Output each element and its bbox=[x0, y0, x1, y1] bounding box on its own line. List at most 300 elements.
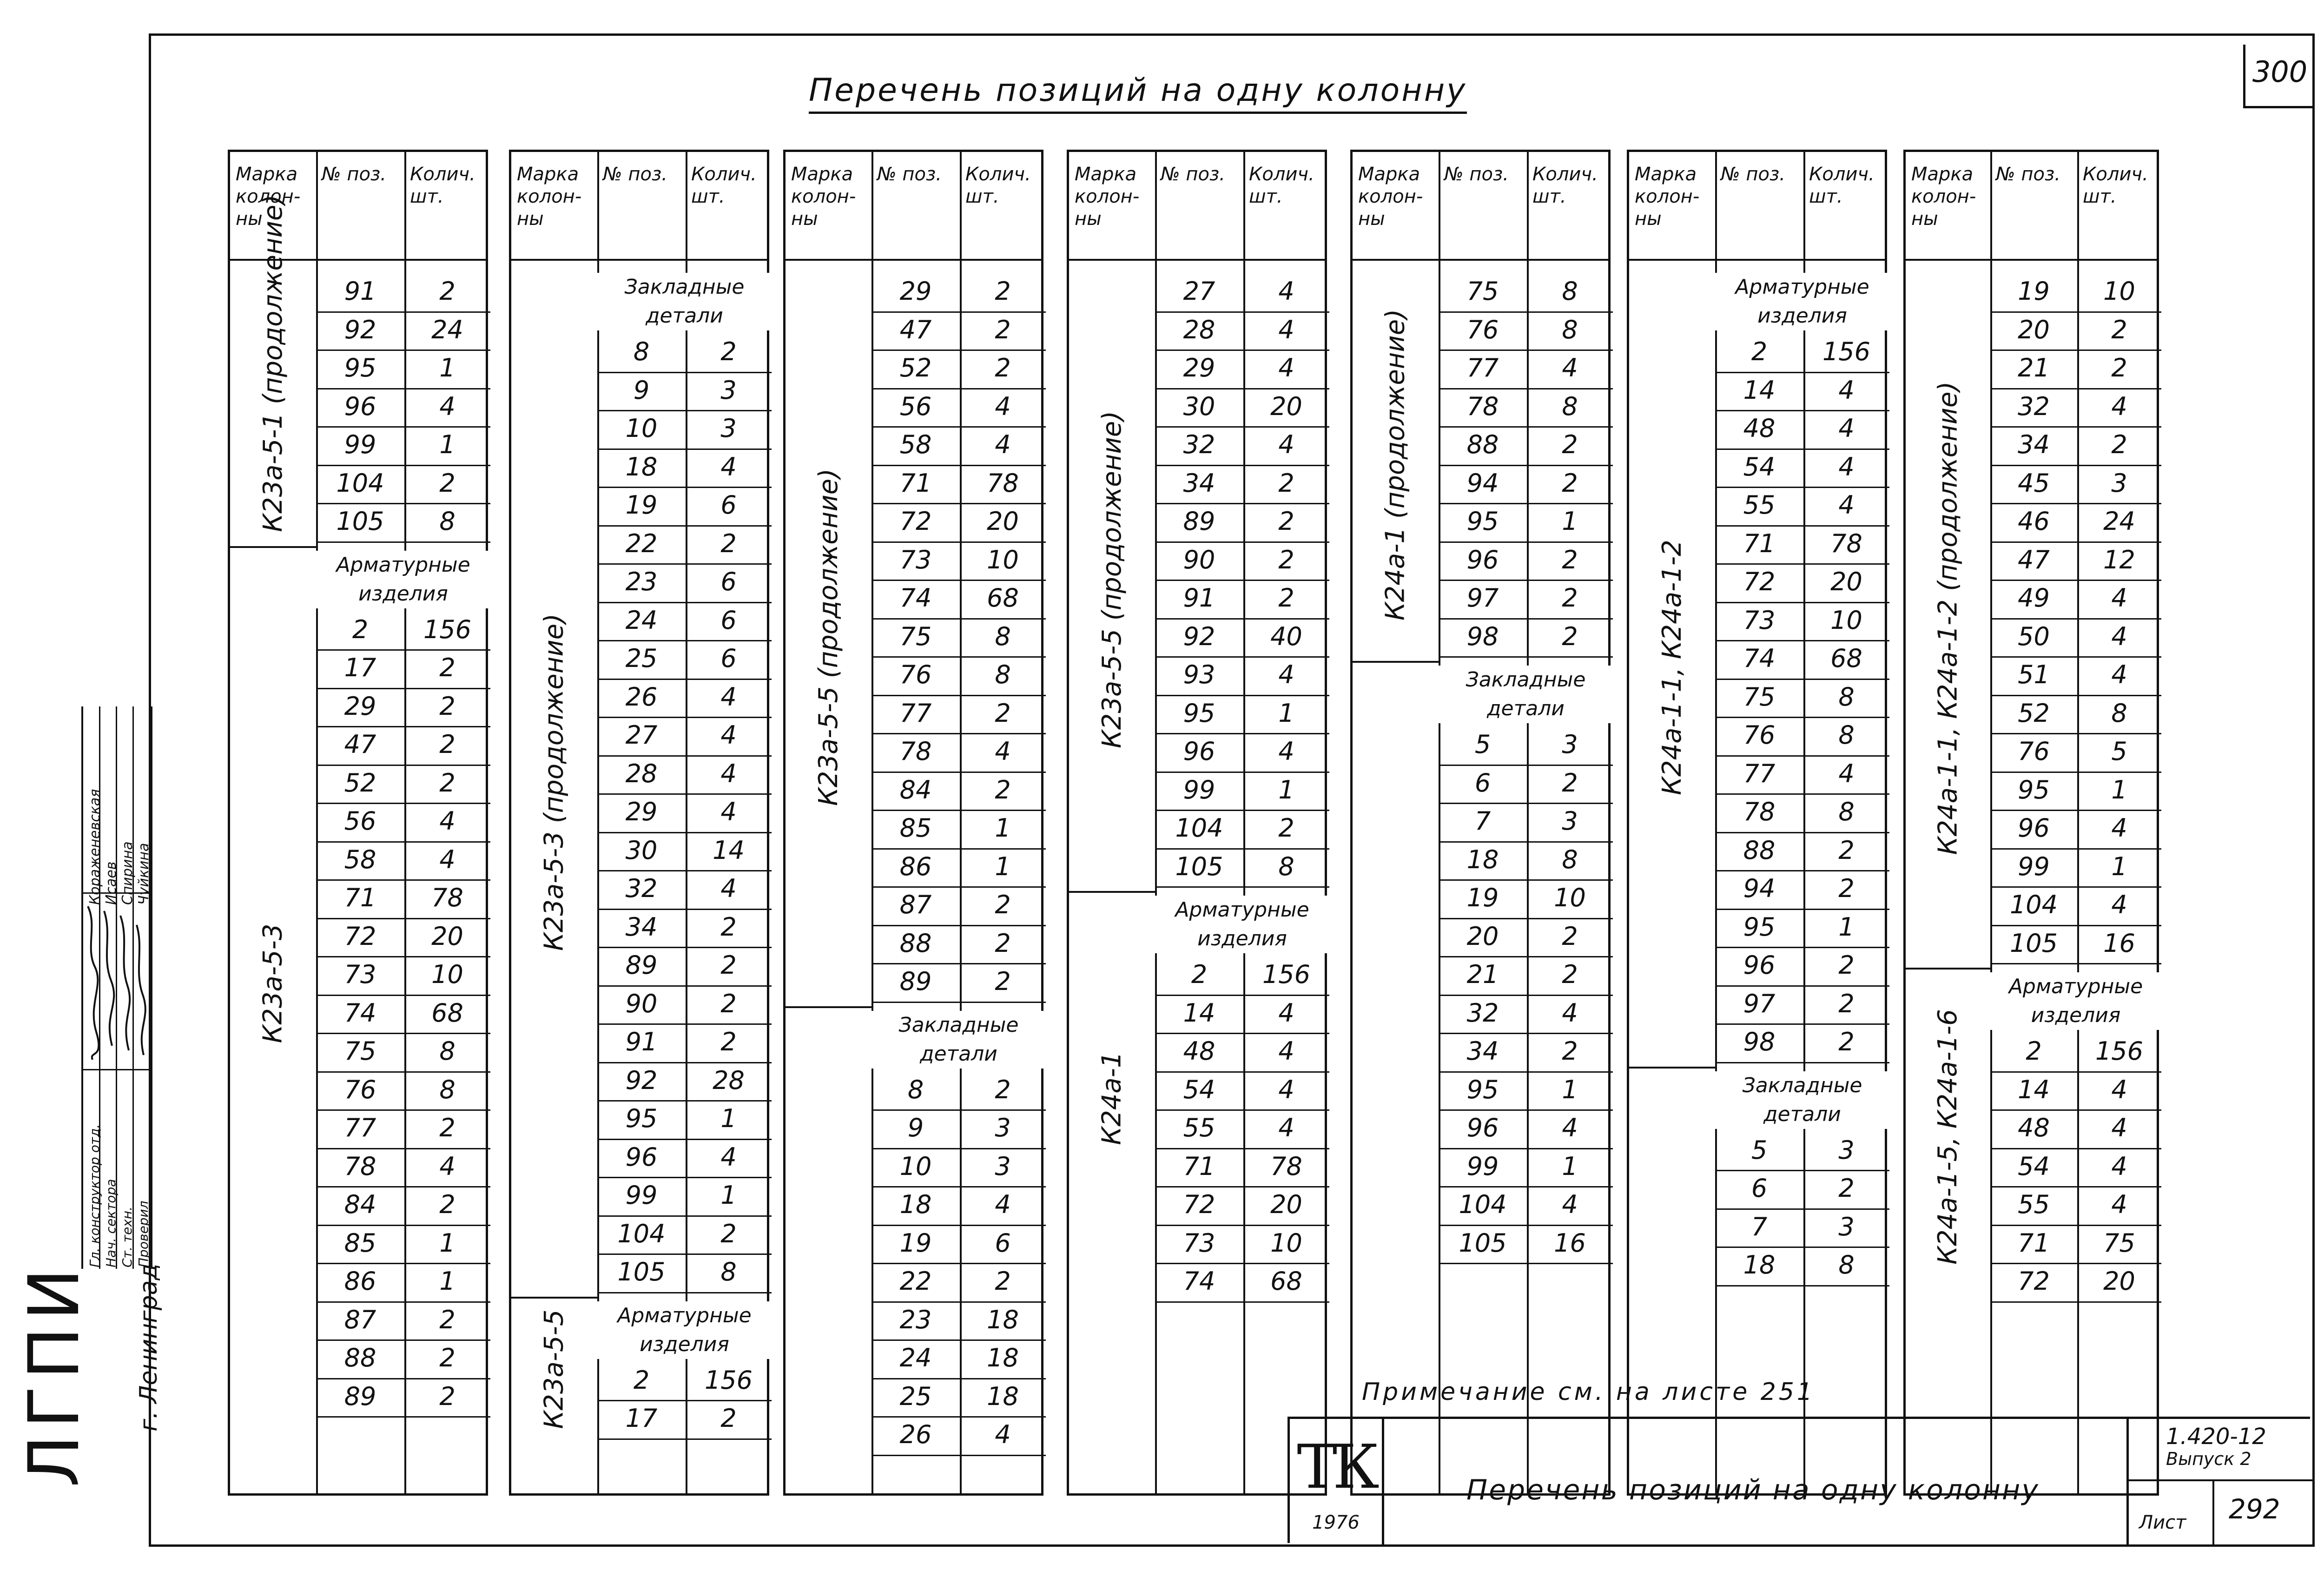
table-row bbox=[1990, 388, 2161, 428]
table-row bbox=[1155, 1071, 1329, 1111]
table-row bbox=[1439, 1071, 1613, 1111]
position-number: 78 bbox=[344, 1151, 376, 1181]
position-number: 76 bbox=[899, 660, 932, 689]
position-number: 95 bbox=[625, 1104, 658, 1133]
table-row bbox=[1155, 426, 1329, 466]
table-row bbox=[1715, 1170, 1889, 1210]
table-row bbox=[1715, 333, 1889, 373]
quantity: 68 bbox=[431, 998, 463, 1028]
quantity: 78 bbox=[1270, 1151, 1302, 1181]
table-row bbox=[316, 1263, 490, 1303]
quantity: 28 bbox=[713, 1065, 745, 1095]
table-row bbox=[1715, 602, 1889, 642]
table-row bbox=[1155, 273, 1329, 313]
position-number: 71 bbox=[1743, 528, 1776, 558]
position-number: 95 bbox=[1466, 1075, 1499, 1104]
quantity: 10 bbox=[431, 960, 463, 989]
position-number: 48 bbox=[2018, 1113, 2050, 1142]
position-number: 30 bbox=[1183, 391, 1215, 421]
table-row bbox=[1155, 541, 1329, 581]
table-row bbox=[1990, 541, 2161, 581]
quantity: 16 bbox=[2103, 928, 2135, 958]
table-row bbox=[1990, 925, 2161, 965]
table-row bbox=[872, 541, 1046, 581]
quantity: 1 bbox=[2111, 851, 2127, 881]
table-row bbox=[597, 985, 772, 1025]
quantity: 4 bbox=[720, 720, 737, 750]
position-number: 54 bbox=[1183, 1075, 1215, 1104]
position-number: 71 bbox=[344, 883, 376, 912]
quantity: 1 bbox=[1562, 1151, 1578, 1181]
quantity: 1 bbox=[1278, 698, 1294, 728]
table-row bbox=[1715, 717, 1889, 757]
position-number: 76 bbox=[1466, 315, 1499, 344]
table-row bbox=[316, 956, 490, 996]
quantity: 3 bbox=[995, 1113, 1011, 1142]
quantity: 4 bbox=[995, 737, 1011, 766]
position-number: 30 bbox=[625, 835, 658, 865]
position-number: 6 bbox=[1474, 768, 1491, 798]
quantity: 2 bbox=[720, 528, 737, 558]
position-number: 32 bbox=[1466, 998, 1499, 1028]
position-number: 88 bbox=[1466, 430, 1499, 459]
table-row bbox=[872, 350, 1046, 389]
table-row bbox=[1990, 503, 2161, 543]
position-number: 74 bbox=[1183, 1267, 1215, 1296]
table-row bbox=[597, 1139, 772, 1179]
position-number: 104 bbox=[336, 468, 384, 498]
position-number: 18 bbox=[1743, 1250, 1776, 1280]
table-row bbox=[316, 273, 490, 313]
table-row bbox=[1715, 1208, 1889, 1248]
table-row bbox=[316, 1071, 490, 1111]
quantity: 156 bbox=[423, 614, 472, 644]
table-row bbox=[1990, 1033, 2161, 1073]
position-number: 73 bbox=[344, 960, 376, 989]
table-row bbox=[316, 803, 490, 843]
quantity: 8 bbox=[1562, 277, 1578, 306]
position-number: 47 bbox=[344, 730, 376, 759]
column-header-marka: Марка колон- ны bbox=[236, 164, 301, 230]
position-number: 88 bbox=[1743, 835, 1776, 865]
position-number: 14 bbox=[2018, 1075, 2050, 1104]
table-row bbox=[316, 879, 490, 919]
position-number: 71 bbox=[2018, 1228, 2050, 1258]
position-number: 26 bbox=[625, 682, 658, 712]
position-number: 96 bbox=[344, 391, 376, 421]
quantity: 2 bbox=[720, 337, 737, 366]
position-number: 77 bbox=[899, 698, 932, 728]
position-number: 5 bbox=[1751, 1135, 1768, 1165]
table-row bbox=[872, 733, 1046, 773]
table-row bbox=[1439, 765, 1613, 805]
position-number: 91 bbox=[625, 1027, 658, 1056]
table-row bbox=[1439, 350, 1613, 389]
quantity: 4 bbox=[995, 1420, 1011, 1449]
section-subtitle: Арматурные изделия bbox=[1990, 972, 2161, 1030]
position-number: 99 bbox=[1183, 775, 1215, 805]
quantity: 2 bbox=[1838, 874, 1855, 903]
column-header-kol: Колич. шт. bbox=[965, 164, 1031, 207]
position-number: 77 bbox=[344, 1113, 376, 1142]
table-row bbox=[1990, 1263, 2161, 1303]
position-number: 55 bbox=[2018, 1190, 2050, 1219]
table-row bbox=[1155, 311, 1329, 351]
quantity: 2 bbox=[995, 353, 1011, 383]
table-row bbox=[1155, 695, 1329, 735]
position-number: 89 bbox=[344, 1381, 376, 1411]
quantity: 12 bbox=[2103, 545, 2135, 574]
quantity: 8 bbox=[1562, 844, 1578, 874]
table-row bbox=[872, 1071, 1046, 1111]
table-row bbox=[316, 388, 490, 428]
table-row bbox=[597, 679, 772, 719]
quantity: 4 bbox=[1278, 660, 1294, 689]
position-number: 56 bbox=[899, 391, 932, 421]
table-row bbox=[1715, 563, 1889, 603]
table-row bbox=[872, 963, 1046, 1003]
section-subtitle: Закладные детали bbox=[1715, 1071, 1889, 1129]
position-number: 72 bbox=[344, 921, 376, 951]
position-number: 105 bbox=[336, 507, 384, 536]
position-number: 50 bbox=[2018, 621, 2050, 651]
quantity: 4 bbox=[1838, 452, 1855, 482]
table-row bbox=[1155, 995, 1329, 1035]
position-number: 73 bbox=[1743, 605, 1776, 635]
table-row bbox=[1990, 311, 2161, 351]
table-row bbox=[1155, 810, 1329, 850]
table-row bbox=[597, 487, 772, 527]
quantity: 2 bbox=[995, 277, 1011, 306]
column-header-no: № поз. bbox=[1161, 164, 1225, 185]
quantity: 2 bbox=[1838, 1174, 1855, 1203]
table-row bbox=[597, 717, 772, 757]
quantity: 2 bbox=[439, 1381, 456, 1411]
quantity: 24 bbox=[2103, 507, 2135, 536]
table-row bbox=[1715, 947, 1889, 987]
stamp-series: 1.420-12 bbox=[2166, 1424, 2266, 1450]
quantity: 75 bbox=[2103, 1228, 2135, 1258]
position-number: 75 bbox=[1466, 277, 1499, 306]
table-row bbox=[597, 563, 772, 603]
position-number: 14 bbox=[1183, 998, 1215, 1028]
table-row bbox=[1715, 1132, 1889, 1172]
position-number: 17 bbox=[625, 1404, 658, 1433]
quantity: 2 bbox=[1838, 950, 1855, 980]
quantity: 2 bbox=[2111, 315, 2127, 344]
note-text: Примечание см. на листе 251 bbox=[1362, 1378, 1815, 1406]
position-number: 2 bbox=[2026, 1036, 2042, 1066]
position-number: 34 bbox=[1183, 468, 1215, 498]
table-row bbox=[1990, 810, 2161, 850]
table-row bbox=[1155, 956, 1329, 996]
table-row bbox=[1439, 726, 1613, 766]
position-number: 71 bbox=[1183, 1151, 1215, 1181]
table-row bbox=[316, 611, 490, 651]
table-row bbox=[872, 1301, 1046, 1341]
table-row bbox=[872, 388, 1046, 428]
quantity: 1 bbox=[720, 1181, 737, 1210]
position-number: 14 bbox=[1743, 375, 1776, 405]
quantity: 4 bbox=[2111, 890, 2127, 919]
position-table bbox=[1627, 150, 1887, 1496]
table-row bbox=[316, 503, 490, 543]
table-row bbox=[316, 918, 490, 958]
quantity: 1 bbox=[1562, 507, 1578, 536]
table-row bbox=[1990, 772, 2161, 811]
signature-grid bbox=[81, 706, 152, 1269]
position-number: 29 bbox=[344, 691, 376, 721]
quantity: 10 bbox=[2103, 277, 2135, 306]
position-number: 45 bbox=[2018, 468, 2050, 498]
quantity: 156 bbox=[704, 1365, 753, 1395]
position-number: 2 bbox=[1191, 960, 1208, 989]
stamp-logo-box bbox=[1290, 1419, 1384, 1544]
quantity: 4 bbox=[720, 874, 737, 903]
table-row bbox=[597, 372, 772, 412]
quantity: 3 bbox=[2111, 468, 2127, 498]
person-name: Спирина bbox=[119, 841, 136, 905]
table-row bbox=[597, 947, 772, 987]
quantity: 2 bbox=[1278, 813, 1294, 843]
position-number: 21 bbox=[2018, 353, 2050, 383]
table-row bbox=[1715, 985, 1889, 1025]
table-row bbox=[1439, 918, 1613, 958]
column-header-kol: Колич. шт. bbox=[1249, 164, 1314, 207]
position-number: 25 bbox=[899, 1381, 932, 1411]
role-label: Проверил bbox=[136, 1201, 151, 1267]
table-row bbox=[1155, 580, 1329, 620]
column-header-kol: Колич. шт. bbox=[410, 164, 475, 207]
position-number: 10 bbox=[899, 1151, 932, 1181]
stamp-logo: ТК bbox=[1297, 1431, 1375, 1502]
quantity: 1 bbox=[439, 1228, 456, 1258]
position-number: 22 bbox=[899, 1267, 932, 1296]
quantity: 4 bbox=[439, 844, 456, 874]
sheet-number-box bbox=[2243, 45, 2314, 108]
position-number: 58 bbox=[344, 844, 376, 874]
position-number: 6 bbox=[1751, 1174, 1768, 1203]
position-table bbox=[1903, 150, 2159, 1496]
column-mark-label: К24а-1-5, К24а-1-6 bbox=[1933, 1009, 1963, 1265]
column-mark-label: К23а-5-3 (продолжение) bbox=[539, 613, 569, 951]
table-row bbox=[316, 1186, 490, 1226]
position-number: 94 bbox=[1743, 874, 1776, 903]
table-row bbox=[1439, 273, 1613, 313]
table-row bbox=[1155, 465, 1329, 505]
quantity: 2 bbox=[1562, 468, 1578, 498]
position-number: 18 bbox=[1466, 844, 1499, 874]
position-number: 105 bbox=[1459, 1228, 1507, 1258]
position-number: 32 bbox=[625, 874, 658, 903]
position-number: 88 bbox=[344, 1343, 376, 1372]
table-row bbox=[1439, 426, 1613, 466]
quantity: 4 bbox=[1278, 737, 1294, 766]
position-number: 29 bbox=[625, 797, 658, 826]
table-row bbox=[872, 311, 1046, 351]
quantity: 18 bbox=[987, 1305, 1019, 1334]
position-table bbox=[783, 150, 1043, 1496]
position-number: 23 bbox=[899, 1305, 932, 1334]
quantity: 18 bbox=[987, 1381, 1019, 1411]
stamp-year: 1976 bbox=[1312, 1512, 1360, 1533]
position-number: 74 bbox=[344, 998, 376, 1028]
quantity: 16 bbox=[1554, 1228, 1586, 1258]
quantity: 2 bbox=[439, 277, 456, 306]
quantity: 4 bbox=[720, 759, 737, 788]
table-row bbox=[1990, 695, 2161, 735]
quantity: 4 bbox=[2111, 1151, 2127, 1181]
quantity: 10 bbox=[1554, 883, 1586, 912]
position-number: 72 bbox=[1183, 1190, 1215, 1219]
quantity: 3 bbox=[995, 1151, 1011, 1181]
table-row bbox=[597, 640, 772, 680]
position-number: 92 bbox=[1183, 621, 1215, 651]
section-subtitle: Арматурные изделия bbox=[1715, 273, 1889, 330]
column-mark-label: К24а-1 (продолжение) bbox=[1380, 309, 1411, 620]
quantity: 4 bbox=[1278, 1075, 1294, 1104]
position-number: 91 bbox=[344, 277, 376, 306]
table-row bbox=[597, 1177, 772, 1217]
table-row bbox=[1715, 1023, 1889, 1063]
section-subtitle: Арматурные изделия bbox=[316, 551, 490, 608]
table-row bbox=[1155, 656, 1329, 696]
quantity: 2 bbox=[995, 775, 1011, 805]
table-row bbox=[316, 688, 490, 728]
quantity: 8 bbox=[439, 1036, 456, 1066]
table-row bbox=[316, 1339, 490, 1379]
quantity: 8 bbox=[720, 1257, 737, 1286]
table-row bbox=[872, 580, 1046, 620]
quantity: 68 bbox=[987, 583, 1019, 613]
quantity: 4 bbox=[1838, 375, 1855, 405]
quantity: 4 bbox=[439, 1151, 456, 1181]
table-row bbox=[597, 449, 772, 488]
quantity: 156 bbox=[1262, 960, 1311, 989]
quantity: 1 bbox=[439, 430, 456, 459]
table-row bbox=[1155, 1225, 1329, 1265]
table-row bbox=[872, 695, 1046, 735]
position-number: 49 bbox=[2018, 583, 2050, 613]
table-row bbox=[1155, 733, 1329, 773]
quantity: 2 bbox=[439, 1343, 456, 1372]
quantity: 2 bbox=[1562, 583, 1578, 613]
position-number: 96 bbox=[1466, 545, 1499, 574]
table-row bbox=[316, 1109, 490, 1149]
quantity: 1 bbox=[1838, 912, 1855, 942]
quantity: 6 bbox=[720, 567, 737, 596]
quantity: 1 bbox=[1278, 775, 1294, 805]
table-row bbox=[1439, 1225, 1613, 1265]
table-row bbox=[1439, 1186, 1613, 1226]
quantity: 10 bbox=[987, 545, 1019, 574]
position-number: 48 bbox=[1743, 414, 1776, 443]
quantity: 4 bbox=[995, 1190, 1011, 1219]
table-row bbox=[1715, 449, 1889, 488]
table-row bbox=[316, 465, 490, 505]
position-number: 98 bbox=[1466, 621, 1499, 651]
quantity: 2 bbox=[439, 730, 456, 759]
quantity: 4 bbox=[2111, 813, 2127, 843]
table-row bbox=[1439, 618, 1613, 658]
quantity: 10 bbox=[1830, 605, 1862, 635]
quantity: 3 bbox=[1562, 730, 1578, 759]
quantity: 78 bbox=[1830, 528, 1862, 558]
position-number: 71 bbox=[899, 468, 932, 498]
position-number: 19 bbox=[1466, 883, 1499, 912]
quantity: 156 bbox=[1822, 337, 1871, 366]
table-row bbox=[872, 1148, 1046, 1188]
quantity: 68 bbox=[1270, 1267, 1302, 1296]
quantity: 40 bbox=[1270, 621, 1302, 651]
position-number: 5 bbox=[1474, 730, 1491, 759]
position-number: 99 bbox=[344, 430, 376, 459]
position-number: 28 bbox=[1183, 315, 1215, 344]
table-row bbox=[1439, 465, 1613, 505]
position-number: 95 bbox=[1743, 912, 1776, 942]
column-header-no: № поз. bbox=[877, 164, 942, 185]
table-row bbox=[872, 1339, 1046, 1379]
position-number: 8 bbox=[907, 1075, 924, 1104]
table-row bbox=[316, 841, 490, 881]
quantity: 2 bbox=[1278, 507, 1294, 536]
position-number: 23 bbox=[625, 567, 658, 596]
quantity: 4 bbox=[2111, 660, 2127, 689]
quantity: 1 bbox=[1562, 1075, 1578, 1104]
column-header-kol: Колич. шт. bbox=[691, 164, 757, 207]
table-row bbox=[597, 832, 772, 872]
table-row bbox=[1439, 1109, 1613, 1149]
column-header-marka: Марка колон- ны bbox=[791, 164, 856, 230]
quantity: 4 bbox=[720, 1142, 737, 1172]
section-subtitle: Арматурные изделия bbox=[597, 1301, 772, 1359]
column-header-no: № поз. bbox=[1996, 164, 2060, 185]
quantity: 2 bbox=[2111, 430, 2127, 459]
quantity: 4 bbox=[1562, 998, 1578, 1028]
table-row bbox=[597, 870, 772, 910]
table-row bbox=[316, 1225, 490, 1265]
position-table bbox=[1350, 150, 1611, 1496]
column-mark-label: К23а-5-3 bbox=[257, 924, 288, 1043]
column-header-marka: Марка колон- ны bbox=[1911, 164, 1976, 230]
table-row bbox=[1715, 487, 1889, 527]
table-row bbox=[597, 602, 772, 642]
stamp-issue: Выпуск 2 bbox=[2166, 1449, 2251, 1469]
stamp-sheet-value: 292 bbox=[2229, 1493, 2280, 1525]
table-row bbox=[1715, 793, 1889, 833]
table-row bbox=[872, 426, 1046, 466]
quantity: 8 bbox=[995, 660, 1011, 689]
position-number: 94 bbox=[1466, 468, 1499, 498]
column-mark-label: К23а-5-5 bbox=[539, 1309, 569, 1429]
column-header-kol: Колич. шт. bbox=[1532, 164, 1598, 207]
table-row bbox=[1715, 640, 1889, 680]
position-number: 29 bbox=[899, 277, 932, 306]
quantity: 4 bbox=[2111, 1190, 2127, 1219]
quantity: 3 bbox=[720, 414, 737, 443]
table-row bbox=[316, 1378, 490, 1418]
column-mark-label: К24а-1 bbox=[1096, 1051, 1127, 1145]
position-number: 20 bbox=[1466, 921, 1499, 951]
position-number: 85 bbox=[899, 813, 932, 843]
table-row bbox=[1715, 870, 1889, 910]
position-number: 95 bbox=[344, 353, 376, 383]
quantity: 3 bbox=[720, 375, 737, 405]
position-number: 99 bbox=[2018, 851, 2050, 881]
table-row bbox=[1439, 503, 1613, 543]
role-label: Гл. конструктор отд. bbox=[87, 1124, 102, 1267]
position-number: 19 bbox=[2018, 277, 2050, 306]
